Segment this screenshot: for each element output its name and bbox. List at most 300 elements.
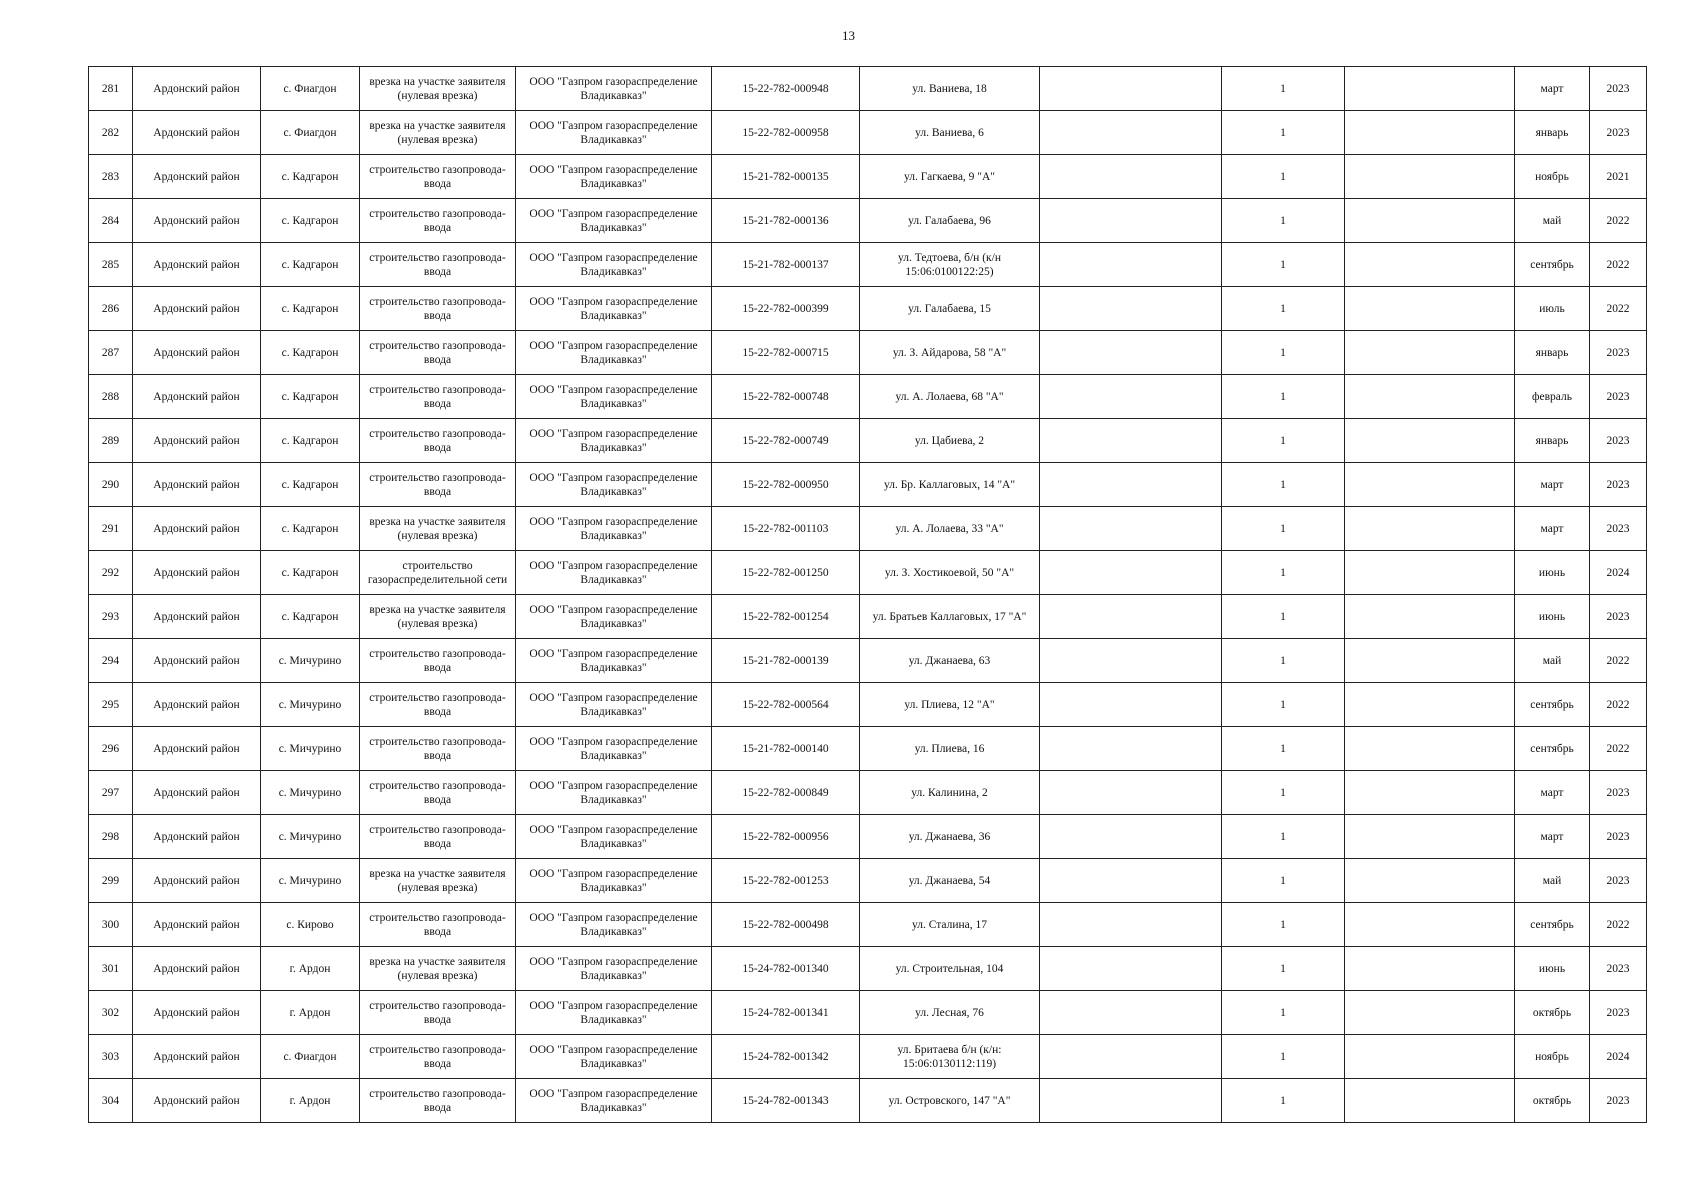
- table-row: [89, 1079, 1647, 1123]
- locality-cell: г. Ардон: [261, 1079, 360, 1123]
- year-cell: 2022: [1590, 727, 1647, 771]
- locality-cell: с. Мичурино: [261, 815, 360, 859]
- work-type-cell: строительство газопровода-ввода: [360, 375, 516, 419]
- empty-cell: [1345, 903, 1515, 947]
- application-code-cell: 15-22-782-001253: [712, 859, 860, 903]
- table-row: [89, 683, 1647, 727]
- month-cell: январь: [1515, 419, 1590, 463]
- row-number: 286: [89, 287, 133, 331]
- application-code-cell: 15-21-782-000137: [712, 243, 860, 287]
- table-row: [89, 287, 1647, 331]
- empty-cell: [1040, 419, 1222, 463]
- row-number: 301: [89, 947, 133, 991]
- locality-cell: с. Кадгарон: [261, 287, 360, 331]
- organization-cell: ООО "Газпром газораспределение Владикавказ": [516, 331, 712, 375]
- application-code-cell: 15-24-782-001342: [712, 1035, 860, 1079]
- application-code-cell: 15-22-782-001250: [712, 551, 860, 595]
- row-number: 281: [89, 67, 133, 111]
- address-cell: ул. Джанаева, 54: [860, 859, 1040, 903]
- district-cell: Ардонский район: [133, 771, 261, 815]
- locality-cell: с. Кадгарон: [261, 463, 360, 507]
- empty-cell: [1345, 375, 1515, 419]
- year-cell: 2023: [1590, 375, 1647, 419]
- table-row: [89, 595, 1647, 639]
- application-code-cell: 15-22-782-000498: [712, 903, 860, 947]
- work-type-cell: строительство газопровода-ввода: [360, 771, 516, 815]
- row-number: 292: [89, 551, 133, 595]
- work-type-cell: строительство газопровода-ввода: [360, 155, 516, 199]
- application-code-cell: 15-22-782-000849: [712, 771, 860, 815]
- district-cell: Ардонский район: [133, 199, 261, 243]
- quantity-cell: 1: [1222, 639, 1345, 683]
- empty-cell: [1345, 155, 1515, 199]
- address-cell: ул. Галабаева, 15: [860, 287, 1040, 331]
- quantity-cell: 1: [1222, 683, 1345, 727]
- application-code-cell: 15-24-782-001341: [712, 991, 860, 1035]
- quantity-cell: 1: [1222, 1035, 1345, 1079]
- quantity-cell: 1: [1222, 155, 1345, 199]
- table-row: [89, 243, 1647, 287]
- organization-cell: ООО "Газпром газораспределение Владикавказ": [516, 507, 712, 551]
- table-body: [89, 67, 1647, 1123]
- year-cell: 2023: [1590, 1079, 1647, 1123]
- month-cell: ноябрь: [1515, 155, 1590, 199]
- month-cell: февраль: [1515, 375, 1590, 419]
- month-cell: май: [1515, 199, 1590, 243]
- empty-cell: [1040, 463, 1222, 507]
- table-row: [89, 419, 1647, 463]
- month-cell: июнь: [1515, 947, 1590, 991]
- work-type-cell: врезка на участке заявителя (нулевая врезка): [360, 595, 516, 639]
- empty-cell: [1040, 199, 1222, 243]
- district-cell: Ардонский район: [133, 727, 261, 771]
- organization-cell: ООО "Газпром газораспределение Владикавказ": [516, 947, 712, 991]
- organization-cell: ООО "Газпром газораспределение Владикавказ": [516, 375, 712, 419]
- locality-cell: с. Фиагдон: [261, 1035, 360, 1079]
- locality-cell: с. Мичурино: [261, 639, 360, 683]
- empty-cell: [1040, 815, 1222, 859]
- locality-cell: с. Кадгарон: [261, 595, 360, 639]
- empty-cell: [1345, 771, 1515, 815]
- locality-cell: с. Мичурино: [261, 727, 360, 771]
- district-cell: Ардонский район: [133, 331, 261, 375]
- organization-cell: ООО "Газпром газораспределение Владикавказ": [516, 419, 712, 463]
- empty-cell: [1040, 859, 1222, 903]
- empty-cell: [1345, 111, 1515, 155]
- table-row: [89, 639, 1647, 683]
- month-cell: март: [1515, 771, 1590, 815]
- row-number: 294: [89, 639, 133, 683]
- empty-cell: [1040, 507, 1222, 551]
- application-code-cell: 15-22-782-001254: [712, 595, 860, 639]
- empty-cell: [1345, 331, 1515, 375]
- organization-cell: ООО "Газпром газораспределение Владикавказ": [516, 1035, 712, 1079]
- locality-cell: с. Фиагдон: [261, 111, 360, 155]
- row-number: 304: [89, 1079, 133, 1123]
- table-row: [89, 947, 1647, 991]
- table-row: [89, 375, 1647, 419]
- month-cell: январь: [1515, 331, 1590, 375]
- row-number: 287: [89, 331, 133, 375]
- month-cell: ноябрь: [1515, 1035, 1590, 1079]
- quantity-cell: 1: [1222, 199, 1345, 243]
- work-type-cell: строительство газопровода-ввода: [360, 463, 516, 507]
- organization-cell: ООО "Газпром газораспределение Владикавказ": [516, 1079, 712, 1123]
- organization-cell: ООО "Газпром газораспределение Владикавказ": [516, 199, 712, 243]
- empty-cell: [1040, 287, 1222, 331]
- row-number: 284: [89, 199, 133, 243]
- work-type-cell: строительство газопровода-ввода: [360, 903, 516, 947]
- application-code-cell: 15-22-782-000950: [712, 463, 860, 507]
- application-code-cell: 15-22-782-001103: [712, 507, 860, 551]
- organization-cell: ООО "Газпром газораспределение Владикавказ": [516, 551, 712, 595]
- quantity-cell: 1: [1222, 243, 1345, 287]
- application-code-cell: 15-21-782-000135: [712, 155, 860, 199]
- district-cell: Ардонский район: [133, 595, 261, 639]
- row-number: 300: [89, 903, 133, 947]
- address-cell: ул. Ваниева, 6: [860, 111, 1040, 155]
- month-cell: март: [1515, 815, 1590, 859]
- application-code-cell: 15-22-782-000958: [712, 111, 860, 155]
- organization-cell: ООО "Газпром газораспределение Владикавказ": [516, 903, 712, 947]
- quantity-cell: 1: [1222, 331, 1345, 375]
- work-type-cell: строительство газопровода-ввода: [360, 199, 516, 243]
- gasification-register-table: [88, 66, 1647, 1123]
- month-cell: октябрь: [1515, 991, 1590, 1035]
- empty-cell: [1040, 111, 1222, 155]
- month-cell: сентябрь: [1515, 727, 1590, 771]
- year-cell: 2023: [1590, 947, 1647, 991]
- organization-cell: ООО "Газпром газораспределение Владикавказ": [516, 595, 712, 639]
- quantity-cell: 1: [1222, 111, 1345, 155]
- locality-cell: с. Кадгарон: [261, 419, 360, 463]
- address-cell: ул. Островского, 147 "А": [860, 1079, 1040, 1123]
- month-cell: сентябрь: [1515, 903, 1590, 947]
- empty-cell: [1040, 771, 1222, 815]
- work-type-cell: строительство газопровода-ввода: [360, 639, 516, 683]
- month-cell: январь: [1515, 111, 1590, 155]
- work-type-cell: врезка на участке заявителя (нулевая врезка): [360, 111, 516, 155]
- table-row: [89, 1035, 1647, 1079]
- district-cell: Ардонский район: [133, 859, 261, 903]
- row-number: 302: [89, 991, 133, 1035]
- quantity-cell: 1: [1222, 375, 1345, 419]
- empty-cell: [1345, 595, 1515, 639]
- locality-cell: с. Кадгарон: [261, 331, 360, 375]
- application-code-cell: 15-22-782-000715: [712, 331, 860, 375]
- organization-cell: ООО "Газпром газораспределение Владикавказ": [516, 815, 712, 859]
- application-code-cell: 15-21-782-000136: [712, 199, 860, 243]
- organization-cell: ООО "Газпром газораспределение Владикавказ": [516, 683, 712, 727]
- year-cell: 2024: [1590, 551, 1647, 595]
- work-type-cell: строительство газопровода-ввода: [360, 331, 516, 375]
- empty-cell: [1345, 551, 1515, 595]
- month-cell: март: [1515, 67, 1590, 111]
- empty-cell: [1040, 903, 1222, 947]
- year-cell: 2024: [1590, 1035, 1647, 1079]
- month-cell: май: [1515, 859, 1590, 903]
- empty-cell: [1345, 815, 1515, 859]
- year-cell: 2023: [1590, 771, 1647, 815]
- address-cell: ул. Братьев Каллаговых, 17 "А": [860, 595, 1040, 639]
- quantity-cell: 1: [1222, 991, 1345, 1035]
- empty-cell: [1345, 683, 1515, 727]
- empty-cell: [1345, 243, 1515, 287]
- district-cell: Ардонский район: [133, 111, 261, 155]
- locality-cell: с. Кадгарон: [261, 243, 360, 287]
- organization-cell: ООО "Газпром газораспределение Владикавказ": [516, 463, 712, 507]
- work-type-cell: строительство газопровода-ввода: [360, 243, 516, 287]
- locality-cell: с. Кадгарон: [261, 551, 360, 595]
- organization-cell: ООО "Газпром газораспределение Владикавказ": [516, 111, 712, 155]
- table-row: [89, 551, 1647, 595]
- empty-cell: [1345, 991, 1515, 1035]
- organization-cell: ООО "Газпром газораспределение Владикавказ": [516, 155, 712, 199]
- empty-cell: [1040, 595, 1222, 639]
- row-number: 282: [89, 111, 133, 155]
- address-cell: ул. Бр. Каллаговых, 14 "А": [860, 463, 1040, 507]
- quantity-cell: 1: [1222, 287, 1345, 331]
- locality-cell: с. Фиагдон: [261, 67, 360, 111]
- month-cell: июнь: [1515, 595, 1590, 639]
- row-number: 303: [89, 1035, 133, 1079]
- work-type-cell: строительство газопровода-ввода: [360, 815, 516, 859]
- empty-cell: [1345, 947, 1515, 991]
- application-code-cell: 15-22-782-000748: [712, 375, 860, 419]
- year-cell: 2023: [1590, 67, 1647, 111]
- address-cell: ул. Сталина, 17: [860, 903, 1040, 947]
- table-row: [89, 903, 1647, 947]
- empty-cell: [1345, 463, 1515, 507]
- table-row: [89, 991, 1647, 1035]
- district-cell: Ардонский район: [133, 815, 261, 859]
- work-type-cell: строительство газопровода-ввода: [360, 1035, 516, 1079]
- quantity-cell: 1: [1222, 463, 1345, 507]
- table-row: [89, 155, 1647, 199]
- application-code-cell: 15-21-782-000139: [712, 639, 860, 683]
- row-number: 298: [89, 815, 133, 859]
- month-cell: май: [1515, 639, 1590, 683]
- locality-cell: г. Ардон: [261, 947, 360, 991]
- empty-cell: [1345, 419, 1515, 463]
- address-cell: ул. Джанаева, 36: [860, 815, 1040, 859]
- month-cell: март: [1515, 507, 1590, 551]
- organization-cell: ООО "Газпром газораспределение Владикавказ": [516, 67, 712, 111]
- year-cell: 2021: [1590, 155, 1647, 199]
- quantity-cell: 1: [1222, 507, 1345, 551]
- year-cell: 2023: [1590, 859, 1647, 903]
- table-row: [89, 331, 1647, 375]
- organization-cell: ООО "Газпром газораспределение Владикавказ": [516, 859, 712, 903]
- row-number: 288: [89, 375, 133, 419]
- empty-cell: [1040, 639, 1222, 683]
- address-cell: ул. З. Хостикоевой, 50 "А": [860, 551, 1040, 595]
- work-type-cell: строительство газопровода-ввода: [360, 287, 516, 331]
- empty-cell: [1040, 1079, 1222, 1123]
- year-cell: 2023: [1590, 507, 1647, 551]
- application-code-cell: 15-22-782-000948: [712, 67, 860, 111]
- empty-cell: [1040, 155, 1222, 199]
- application-code-cell: 15-24-782-001340: [712, 947, 860, 991]
- year-cell: 2022: [1590, 903, 1647, 947]
- table-row: [89, 463, 1647, 507]
- table-row: [89, 727, 1647, 771]
- locality-cell: с. Кадгарон: [261, 155, 360, 199]
- work-type-cell: строительство газопровода-ввода: [360, 1079, 516, 1123]
- locality-cell: с. Кадгарон: [261, 199, 360, 243]
- organization-cell: ООО "Газпром газораспределение Владикавказ": [516, 771, 712, 815]
- district-cell: Ардонский район: [133, 683, 261, 727]
- work-type-cell: врезка на участке заявителя (нулевая врезка): [360, 947, 516, 991]
- work-type-cell: врезка на участке заявителя (нулевая врезка): [360, 859, 516, 903]
- work-type-cell: строительство газопровода-ввода: [360, 419, 516, 463]
- row-number: 289: [89, 419, 133, 463]
- district-cell: Ардонский район: [133, 947, 261, 991]
- empty-cell: [1040, 375, 1222, 419]
- address-cell: ул. Цабиева, 2: [860, 419, 1040, 463]
- quantity-cell: 1: [1222, 771, 1345, 815]
- quantity-cell: 1: [1222, 859, 1345, 903]
- year-cell: 2023: [1590, 111, 1647, 155]
- empty-cell: [1345, 1079, 1515, 1123]
- district-cell: Ардонский район: [133, 243, 261, 287]
- empty-cell: [1040, 331, 1222, 375]
- row-number: 296: [89, 727, 133, 771]
- locality-cell: с. Кадгарон: [261, 507, 360, 551]
- locality-cell: с. Мичурино: [261, 771, 360, 815]
- row-number: 293: [89, 595, 133, 639]
- application-code-cell: 15-22-782-000564: [712, 683, 860, 727]
- quantity-cell: 1: [1222, 595, 1345, 639]
- month-cell: июнь: [1515, 551, 1590, 595]
- row-number: 295: [89, 683, 133, 727]
- district-cell: Ардонский район: [133, 507, 261, 551]
- empty-cell: [1345, 639, 1515, 683]
- table-row: [89, 67, 1647, 111]
- district-cell: Ардонский район: [133, 551, 261, 595]
- organization-cell: ООО "Газпром газораспределение Владикавказ": [516, 287, 712, 331]
- year-cell: 2023: [1590, 815, 1647, 859]
- district-cell: Ардонский район: [133, 1079, 261, 1123]
- locality-cell: г. Ардон: [261, 991, 360, 1035]
- application-code-cell: 15-22-782-000956: [712, 815, 860, 859]
- year-cell: 2022: [1590, 639, 1647, 683]
- organization-cell: ООО "Газпром газораспределение Владикавказ": [516, 991, 712, 1035]
- work-type-cell: строительство газопровода-ввода: [360, 727, 516, 771]
- empty-cell: [1040, 551, 1222, 595]
- address-cell: ул. Плиева, 12 "А": [860, 683, 1040, 727]
- row-number: 299: [89, 859, 133, 903]
- table-row: [89, 111, 1647, 155]
- address-cell: ул. З. Айдарова, 58 "А": [860, 331, 1040, 375]
- page-number: 13: [842, 28, 855, 43]
- quantity-cell: 1: [1222, 1079, 1345, 1123]
- year-cell: 2022: [1590, 243, 1647, 287]
- row-number: 290: [89, 463, 133, 507]
- district-cell: Ардонский район: [133, 463, 261, 507]
- work-type-cell: строительство газопровода-ввода: [360, 683, 516, 727]
- row-number: 283: [89, 155, 133, 199]
- quantity-cell: 1: [1222, 67, 1345, 111]
- year-cell: 2023: [1590, 331, 1647, 375]
- address-cell: ул. Ваниева, 18: [860, 67, 1040, 111]
- address-cell: ул. А. Лолаева, 68 "А": [860, 375, 1040, 419]
- district-cell: Ардонский район: [133, 1035, 261, 1079]
- quantity-cell: 1: [1222, 815, 1345, 859]
- quantity-cell: 1: [1222, 419, 1345, 463]
- quantity-cell: 1: [1222, 947, 1345, 991]
- locality-cell: с. Кадгарон: [261, 375, 360, 419]
- year-cell: 2022: [1590, 683, 1647, 727]
- year-cell: 2023: [1590, 595, 1647, 639]
- district-cell: Ардонский район: [133, 287, 261, 331]
- organization-cell: ООО "Газпром газораспределение Владикавказ": [516, 727, 712, 771]
- work-type-cell: строительство газопровода-ввода: [360, 991, 516, 1035]
- month-cell: октябрь: [1515, 1079, 1590, 1123]
- empty-cell: [1345, 67, 1515, 111]
- address-cell: ул. Лесная, 76: [860, 991, 1040, 1035]
- address-cell: ул. Бритаева б/н (к/н: 15:06:0130112:119): [860, 1035, 1040, 1079]
- month-cell: июль: [1515, 287, 1590, 331]
- empty-cell: [1040, 1035, 1222, 1079]
- quantity-cell: 1: [1222, 727, 1345, 771]
- application-code-cell: 15-22-782-000399: [712, 287, 860, 331]
- address-cell: ул. Джанаева, 63: [860, 639, 1040, 683]
- table-row: [89, 507, 1647, 551]
- empty-cell: [1040, 991, 1222, 1035]
- address-cell: ул. Гагкаева, 9 "А": [860, 155, 1040, 199]
- row-number: 285: [89, 243, 133, 287]
- locality-cell: с. Мичурино: [261, 683, 360, 727]
- address-cell: ул. Галабаева, 96: [860, 199, 1040, 243]
- empty-cell: [1345, 507, 1515, 551]
- year-cell: 2022: [1590, 287, 1647, 331]
- work-type-cell: врезка на участке заявителя (нулевая врезка): [360, 507, 516, 551]
- empty-cell: [1040, 67, 1222, 111]
- month-cell: сентябрь: [1515, 243, 1590, 287]
- table-row: [89, 771, 1647, 815]
- quantity-cell: 1: [1222, 551, 1345, 595]
- table-row: [89, 815, 1647, 859]
- year-cell: 2023: [1590, 463, 1647, 507]
- month-cell: март: [1515, 463, 1590, 507]
- table-row: [89, 199, 1647, 243]
- locality-cell: с. Мичурино: [261, 859, 360, 903]
- organization-cell: ООО "Газпром газораспределение Владикавказ": [516, 639, 712, 683]
- district-cell: Ардонский район: [133, 375, 261, 419]
- year-cell: 2023: [1590, 419, 1647, 463]
- district-cell: Ардонский район: [133, 991, 261, 1035]
- empty-cell: [1345, 727, 1515, 771]
- district-cell: Ардонский район: [133, 419, 261, 463]
- quantity-cell: 1: [1222, 903, 1345, 947]
- table-row: [89, 859, 1647, 903]
- empty-cell: [1040, 243, 1222, 287]
- organization-cell: ООО "Газпром газораспределение Владикавказ": [516, 243, 712, 287]
- district-cell: Ардонский район: [133, 903, 261, 947]
- month-cell: сентябрь: [1515, 683, 1590, 727]
- row-number: 297: [89, 771, 133, 815]
- work-type-cell: врезка на участке заявителя (нулевая врезка): [360, 67, 516, 111]
- empty-cell: [1040, 947, 1222, 991]
- application-code-cell: 15-21-782-000140: [712, 727, 860, 771]
- district-cell: Ардонский район: [133, 67, 261, 111]
- empty-cell: [1040, 727, 1222, 771]
- address-cell: ул. А. Лолаева, 33 "А": [860, 507, 1040, 551]
- district-cell: Ардонский район: [133, 639, 261, 683]
- empty-cell: [1345, 1035, 1515, 1079]
- district-cell: Ардонский район: [133, 155, 261, 199]
